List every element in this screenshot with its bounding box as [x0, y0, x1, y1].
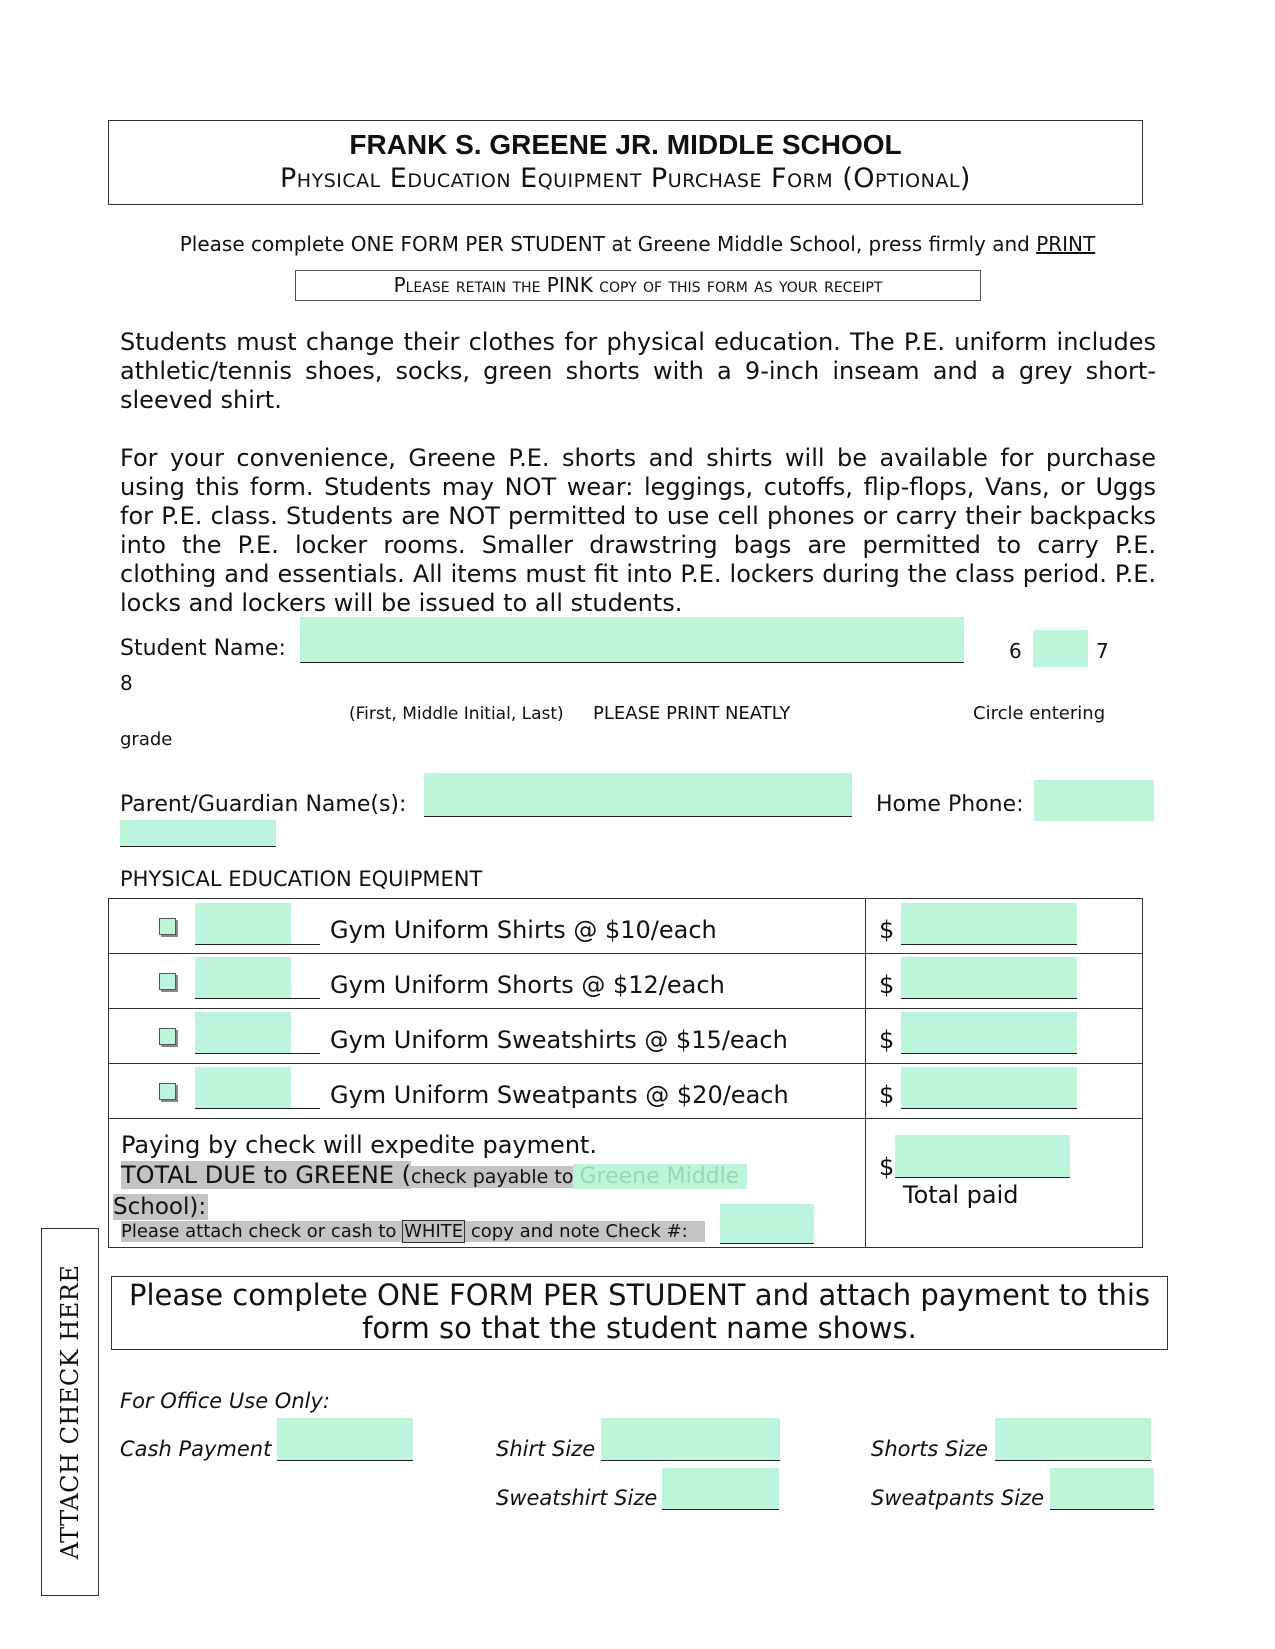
cash-payment-label: Cash Payment	[120, 1437, 272, 1461]
grade-field[interactable]	[1033, 630, 1088, 667]
sweatshirt-size-field[interactable]	[662, 1468, 779, 1510]
home-phone-label: Home Phone:	[876, 792, 1024, 817]
shirts-qty-field[interactable]	[195, 903, 291, 945]
total-paid-label: Total paid	[903, 1181, 1019, 1209]
shorts-checkbox[interactable]	[159, 973, 176, 990]
sweatpants-size-label: Sweatpants Size	[871, 1486, 1044, 1510]
attach-check-label: ATTACH CHECK HERE	[56, 1264, 84, 1560]
total-due-line	[121, 1161, 747, 1189]
shorts-size-field[interactable]	[995, 1418, 1151, 1461]
shirt-size-underline	[601, 1460, 780, 1461]
dollar-sign: $	[879, 1081, 895, 1109]
student-name-underline	[300, 662, 964, 663]
shorts-amount-field[interactable]	[901, 957, 1077, 999]
shirt-size-label: Shirt Size	[496, 1437, 596, 1461]
dollar-sign: $	[879, 1153, 895, 1181]
shirts-label: Gym Uniform Shirts @ $10/each	[330, 916, 717, 944]
sweatshirts-checkbox[interactable]	[159, 1028, 176, 1045]
instructions-line	[0, 232, 1275, 256]
sweatpants-amount-field[interactable]	[901, 1067, 1077, 1109]
shirts-qty-underline	[195, 944, 320, 945]
check-number-field[interactable]	[720, 1204, 814, 1244]
sweatshirts-amount-underline	[901, 1053, 1077, 1054]
sweatpants-qty-field[interactable]	[195, 1067, 291, 1109]
table-divider	[109, 1063, 1142, 1064]
form-title: Physical Education Equipment Purchase Form (Optional)	[280, 163, 971, 194]
cash-payment-underline	[277, 1460, 413, 1461]
table-column-divider	[865, 899, 866, 1247]
sweatpants-amount-underline	[901, 1108, 1077, 1109]
print-neatly-hint: PLEASE PRINT NEATLY	[593, 703, 791, 724]
sweatshirt-size-label: Sweatshirt Size	[496, 1486, 658, 1510]
shorts-size-label: Shorts Size	[871, 1437, 989, 1461]
home-phone-field-cont[interactable]	[120, 820, 276, 847]
shirts-amount-field[interactable]	[901, 903, 1077, 945]
shorts-qty-field[interactable]	[195, 957, 291, 999]
student-name-field[interactable]	[300, 617, 964, 663]
instructions-text: Please complete ONE FORM PER STUDENT at Greene Middle School, press firmly and	[179, 232, 1037, 256]
name-format-hint: (First, Middle Initial, Last)	[349, 704, 564, 724]
sweatshirts-qty-underline	[195, 1053, 320, 1054]
sweatshirts-label: Gym Uniform Sweatshirts @ $15/each	[330, 1026, 788, 1054]
sweatpants-label: Gym Uniform Sweatpants @ $20/each	[330, 1081, 789, 1109]
parent-name-label: Parent/Guardian Name(s):	[120, 792, 407, 817]
expedite-note: Paying by check will expedite payment.	[121, 1131, 598, 1159]
equipment-heading: PHYSICAL EDUCATION EQUIPMENT	[120, 867, 483, 891]
dollar-sign: $	[879, 916, 895, 944]
parent-name-field[interactable]	[424, 773, 852, 817]
school-name: FRANK S. GREENE JR. MIDDLE SCHOOL	[349, 129, 902, 160]
total-paid-underline	[895, 1177, 1070, 1178]
form-title-box	[108, 120, 1143, 205]
attach-check-area	[41, 1228, 99, 1596]
sweatshirt-size-underline	[662, 1509, 779, 1510]
table-divider	[109, 953, 1142, 954]
shirts-checkbox[interactable]	[159, 918, 176, 935]
shorts-label: Gym Uniform Shorts @ $12/each	[330, 971, 725, 999]
school-suffix: School):	[113, 1194, 207, 1220]
attach-note: Please attach check or cash to WHITE copy and note Check #:	[121, 1221, 705, 1242]
table-divider	[109, 1118, 1142, 1119]
grade-8-option[interactable]: 8	[120, 671, 133, 695]
sweatshirts-qty-field[interactable]	[195, 1012, 291, 1054]
home-phone-field[interactable]	[1034, 780, 1154, 821]
retain-notice: Please retain the PINK copy of this form as your receipt	[295, 270, 981, 301]
sweatshirts-amount-field[interactable]	[901, 1012, 1077, 1054]
shirt-size-field[interactable]	[601, 1418, 780, 1461]
dollar-sign: $	[879, 971, 895, 999]
shorts-amount-underline	[901, 998, 1077, 999]
grade-7-option[interactable]: 7	[1096, 639, 1109, 663]
total-paid-field[interactable]	[895, 1135, 1070, 1178]
parent-name-underline	[424, 816, 852, 817]
check-number-underline	[720, 1243, 814, 1244]
sweatpants-qty-underline	[195, 1108, 320, 1109]
student-name-label: Student Name:	[120, 636, 286, 661]
paragraph-rules: For your convenience, Greene P.E. shorts and shirts will be available for purchase using this form. Students may NOT wear: leggings, cutoffs, flip-flops, Vans, or Uggs for P.E. class. Students are NOT permitted to use cell phones or carry their backpacks into the P.E. locker rooms. Smaller drawstring bags are permitted to carry P.E. clothing and essentials. All items must fit into P.E. lockers during the class period. P.E. locks and lockers will be issued to all students.	[120, 444, 1156, 617]
total-due-label: TOTAL DUE to GREENE (	[121, 1161, 412, 1189]
dollar-sign: $	[879, 1026, 895, 1054]
grade-hint-cont: grade	[120, 729, 173, 750]
shorts-size-underline	[995, 1460, 1151, 1461]
print-emphasis: PRINT	[1036, 232, 1096, 256]
shorts-qty-underline	[195, 998, 320, 999]
table-divider	[109, 1008, 1142, 1009]
payee-field[interactable]: Greene Middle	[573, 1164, 747, 1189]
check-payable-label: check payable to	[411, 1166, 574, 1188]
grade-hint: Circle entering	[973, 703, 1106, 724]
cash-payment-field[interactable]	[277, 1418, 413, 1461]
sweatpants-size-underline	[1050, 1509, 1154, 1510]
one-form-notice: Please complete ONE FORM PER STUDENT and attach payment to this form so that the student name shows.	[111, 1276, 1168, 1350]
office-use-heading: For Office Use Only:	[120, 1389, 330, 1413]
grade-6-option[interactable]: 6	[1009, 639, 1022, 663]
shirts-amount-underline	[901, 944, 1077, 945]
sweatpants-size-field[interactable]	[1050, 1468, 1154, 1510]
white-copy-label: WHITE	[404, 1221, 464, 1242]
sweatpants-checkbox[interactable]	[159, 1083, 176, 1100]
home-phone-underline	[120, 846, 276, 847]
equipment-table	[108, 898, 1143, 1248]
paragraph-uniform: Students must change their clothes for physical education. The P.E. uniform includes athletic/tennis shoes, socks, green shorts with a 9-inch inseam and a grey short-sleeved shirt.	[120, 328, 1156, 414]
